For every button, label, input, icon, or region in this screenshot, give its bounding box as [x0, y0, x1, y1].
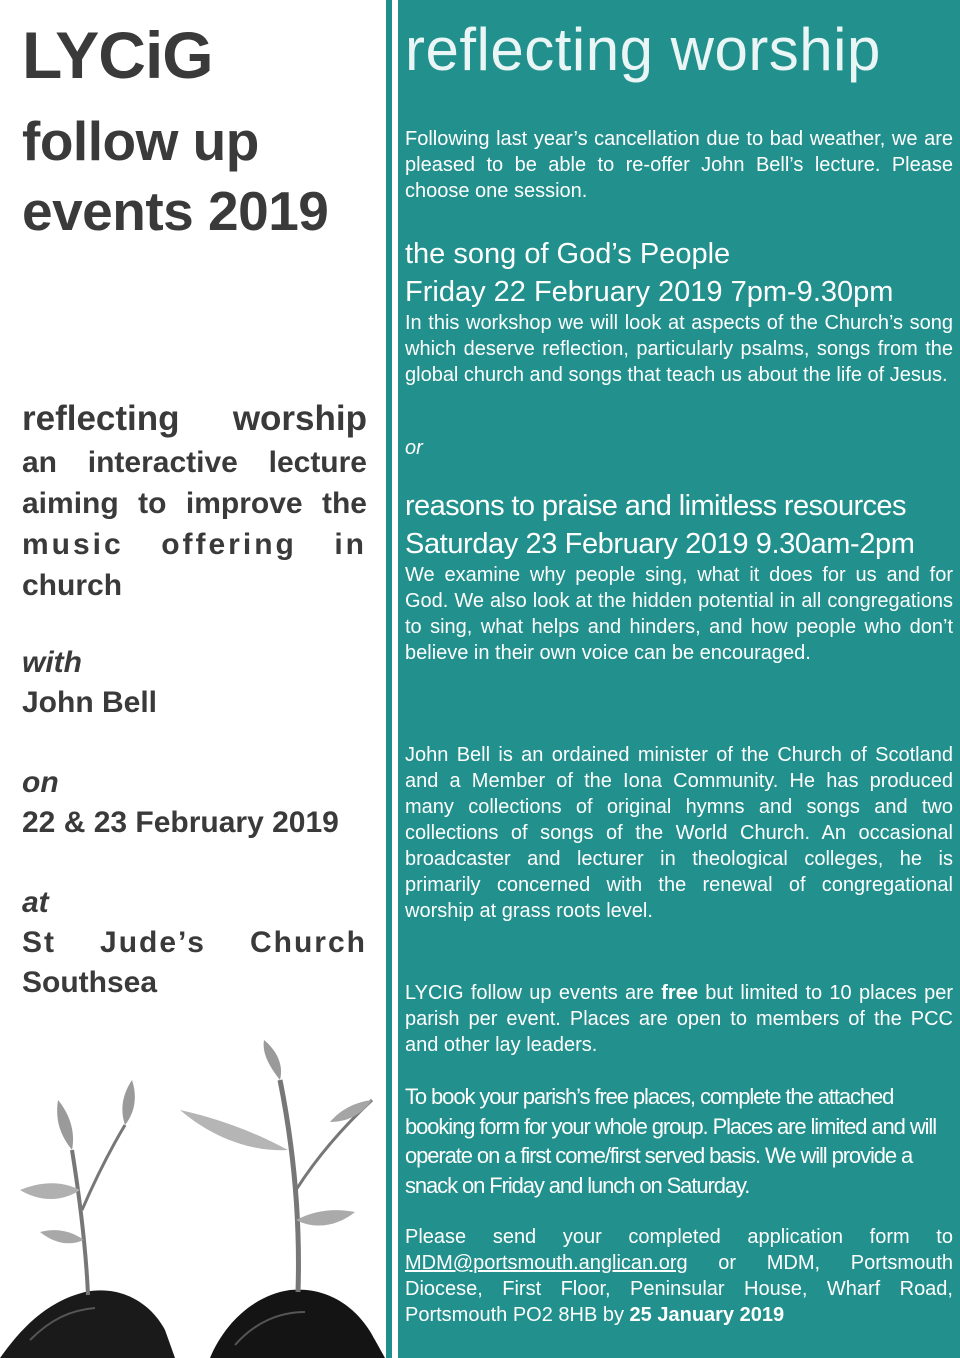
intro-text: Following last year’s cancellation due to bad weather, we are pleased to be able to re-offer John Bell’s lecture. Please choose one session.	[405, 128, 953, 202]
free-before: LYCIG follow up events are	[405, 982, 662, 1004]
subtitle-line1: an interactive lecture	[22, 446, 367, 479]
free-bold: free	[661, 982, 698, 1004]
session2-when: Saturday 23 February 2019 9.30am-2pm	[405, 528, 915, 560]
subtitle-line4: church	[22, 569, 123, 602]
session1-when: Friday 22 February 2019 7pm-9.30pm	[405, 276, 894, 308]
title-line2: events 2019	[22, 180, 329, 242]
email-link[interactable]: MDM@portsmouth.anglican.org	[405, 1252, 688, 1274]
booking-text: To book your parish’s free places, complete the attached booking form for your whole group. Places are limited and will operate on a first come/first served basis. We will provide a snack on Friday and lunch on Saturday.	[405, 1084, 936, 1198]
subtitle-line3: music offering in	[22, 528, 367, 561]
deadline-date: 25 January 2019	[629, 1304, 785, 1326]
brand-title: LYCiG	[22, 18, 213, 92]
session2-title: reasons to praise and limitless resources	[405, 490, 906, 522]
speaker-name: John Bell	[22, 686, 158, 719]
free-after: but limited to 10 places per parish per event. Places are open to members of the PCC and other lay leaders.	[405, 982, 953, 1056]
send-before: Please send your completed application form to	[405, 1226, 953, 1248]
venue-line2: Southsea	[22, 966, 158, 999]
on-label: on	[22, 766, 59, 799]
subtitle	[22, 442, 367, 606]
session1-desc: In this workshop we will look at aspects of the Church’s song which deserve reflection, particularly psalms, songs from the global church and songs that teach us about the life of Jesus.	[405, 312, 953, 386]
title-line1: follow up	[22, 110, 259, 172]
send-text	[405, 1224, 953, 1328]
or-label: or	[405, 437, 423, 459]
lead-title: reflecting worship	[22, 399, 367, 438]
right-title: reflecting worship	[405, 16, 881, 83]
at-label: at	[22, 886, 49, 919]
column-divider	[386, 0, 392, 1358]
free-text	[405, 980, 953, 1058]
seedlings-image	[0, 1040, 385, 1358]
event-dates: 22 & 23 February 2019	[22, 806, 339, 839]
with-label: with	[22, 646, 82, 679]
bio-text: John Bell is an ordained minister of the Church of Scotland and a Member of the Iona Community. He has produced many collections of original hymns and songs and two collections of songs of the World Church. An occasional broadcaster and lecturer in theological colleges, he is primarily concerned with the renewal of congregational worship at grass roots level.	[405, 744, 953, 922]
right-column	[398, 0, 960, 1358]
send-address: or MDM, Portsmouth Diocese, First Floor, Peninsular House, Wharf Road, Portsmouth PO2 8HB by	[405, 1252, 953, 1326]
left-column	[0, 0, 385, 1358]
subtitle-line2: aiming to improve the	[22, 487, 367, 520]
session2-desc: We examine why people sing, what it does for us and for God. We also look at the hidden potential in all congregations to sing, what helps and hinders, and how people who don’t believe in their own voice can be encouraged.	[405, 564, 953, 664]
venue-line1: St Jude’s Church	[22, 926, 367, 959]
session1-title: the song of God’s People	[405, 238, 731, 270]
